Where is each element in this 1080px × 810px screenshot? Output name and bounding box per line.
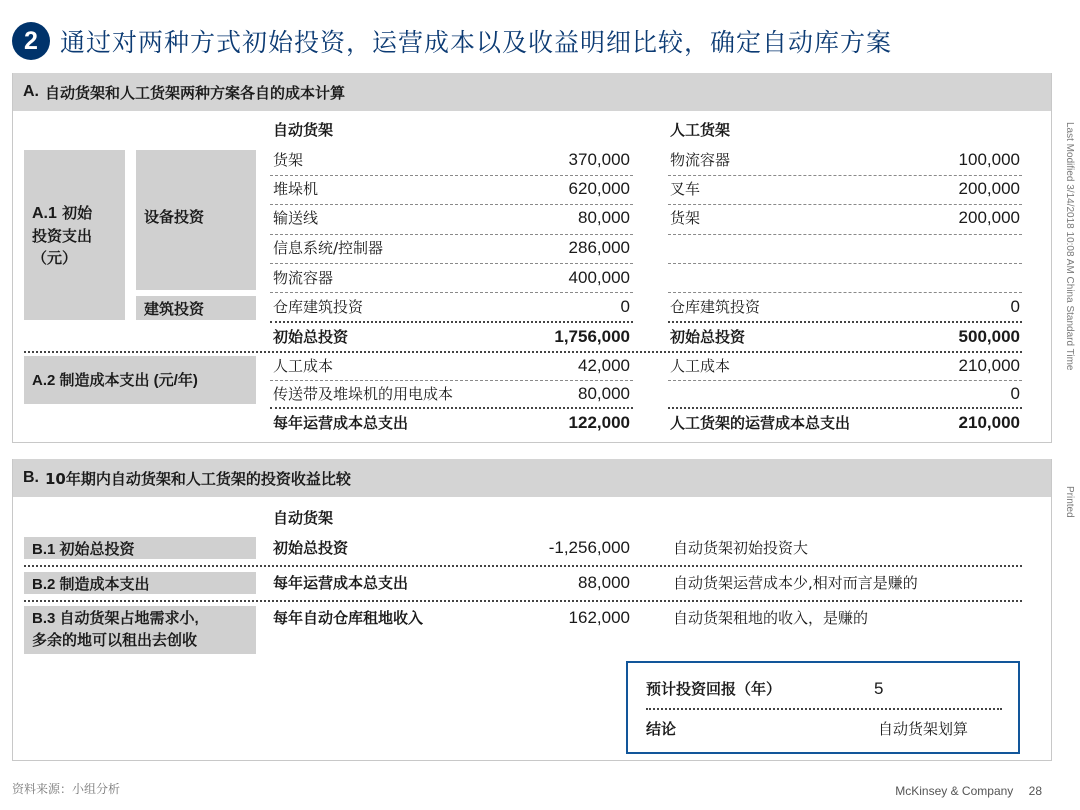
- printed-note: Printed: [1064, 486, 1075, 518]
- b1-item: 初始总投资: [273, 539, 349, 557]
- auto-ops-name: 人工成本: [273, 357, 334, 375]
- building-investment-label: 建筑投资: [144, 300, 205, 318]
- manual-ops-value: 0: [1010, 384, 1020, 403]
- result-box: [626, 661, 1020, 754]
- manual-item-name: 货架: [670, 209, 701, 227]
- a1-label-text3: （元）: [32, 249, 78, 267]
- manual-item-name: 叉车: [670, 180, 701, 198]
- a1-label-code: A.1: [32, 205, 57, 222]
- manual-item-value: 100,000: [958, 150, 1020, 169]
- page-title-row: [12, 22, 892, 60]
- manual-ops-name: 人工成本: [670, 357, 731, 375]
- col-header-auto: 自动货架: [273, 121, 334, 139]
- conclusion-label: 结论: [646, 720, 677, 738]
- row-divider: [668, 234, 1022, 235]
- a1-label-text2: 投资支出: [32, 227, 93, 245]
- row-divider: [668, 292, 1022, 293]
- manual-total-label: 初始总投资: [670, 328, 746, 346]
- row-divider: [24, 565, 1022, 567]
- equip-investment-label: 设备投资: [144, 208, 205, 226]
- auto-ops-value: 80,000: [578, 384, 630, 403]
- b3-value: 162,000: [568, 608, 630, 627]
- section-b-header: [13, 459, 1051, 497]
- row-divider: [668, 175, 1022, 176]
- auto-ops-value: 42,000: [578, 356, 630, 375]
- b3-label-line2: 多余的地可以租出去创收: [32, 632, 198, 649]
- row-divider: [24, 600, 1022, 602]
- section-b-heading: 10年期内自动货架和人工货架的投资收益比较: [45, 469, 351, 488]
- payback-value: 5: [874, 679, 884, 698]
- b3-note: 自动货架租地的收入，是赚的: [673, 609, 869, 627]
- row-divider: [270, 234, 633, 235]
- row-divider: [270, 175, 633, 176]
- conclusion-value: 自动货架划算: [878, 720, 969, 738]
- b2-item: 每年运营成本总支出: [273, 574, 409, 592]
- a1-label-box: [24, 150, 125, 320]
- building-investment-box: [136, 296, 256, 320]
- row-divider: [270, 263, 633, 264]
- manual-item-value: 200,000: [958, 208, 1020, 227]
- auto-item-name: 物流容器: [273, 269, 334, 287]
- auto-item-name: 仓库建筑投资: [273, 298, 364, 316]
- auto-total-label: 初始总投资: [273, 328, 349, 346]
- auto-item-value: 620,000: [568, 179, 630, 198]
- auto-item-value: 0: [620, 297, 630, 316]
- manual-ops-total-label: 人工货架的运营成本总支出: [670, 414, 851, 432]
- a1-label-text1: 初始: [62, 204, 93, 222]
- auto-item-name: 堆垛机: [273, 180, 319, 198]
- b2-label: B.2 制造成本支出: [32, 576, 150, 593]
- auto-ops-total-value: 122,000: [568, 413, 630, 432]
- section-a-letter: A.: [23, 83, 39, 100]
- page-title: 通过对两种方式初始投资，运营成本以及收益明细比较，确定自动库方案: [60, 28, 893, 57]
- b2-note: 自动货架运营成本少,相对而言是赚的: [673, 574, 918, 592]
- auto-ops-name: 传送带及堆垛机的用电成本: [273, 385, 454, 403]
- row-divider: [668, 380, 1022, 381]
- payback-label: 预计投资回报（年）: [646, 680, 782, 698]
- footer-company: [895, 784, 1042, 798]
- row-divider: [668, 263, 1022, 264]
- last-modified-note: Last Modified 3/14/2018 10:08 AM China Standard Time: [1064, 122, 1075, 371]
- manual-item-name: 物流容器: [670, 151, 731, 169]
- b3-label-line1: B.3 自动货架占地需求小,: [32, 610, 199, 627]
- manual-item-name: 仓库建筑投资: [670, 298, 761, 316]
- row-divider: [270, 292, 633, 293]
- auto-ops-total-label: 每年运营成本总支出: [273, 414, 409, 432]
- b-col-header-auto: 自动货架: [273, 509, 334, 527]
- b1-value: -1,256,000: [548, 538, 630, 557]
- auto-item-name: 货架: [273, 151, 304, 169]
- manual-ops-total-value: 210,000: [958, 413, 1020, 432]
- section-a-header: [13, 73, 1051, 111]
- b2-value: 88,000: [578, 573, 630, 592]
- auto-item-value: 80,000: [578, 208, 630, 227]
- section-b-letter: B.: [23, 469, 39, 486]
- manual-item-value: 200,000: [958, 179, 1020, 198]
- b3-label-box: [24, 606, 256, 654]
- auto-item-value: 370,000: [568, 150, 630, 169]
- b2-label-box: [24, 572, 256, 594]
- row-divider: [270, 380, 633, 381]
- b1-label-box: [24, 537, 256, 559]
- auto-item-value: 400,000: [568, 268, 630, 287]
- page-number: 28: [1028, 784, 1042, 798]
- b1-label: B.1 初始总投资: [32, 541, 135, 558]
- col-header-manual: 人工货架: [670, 121, 731, 139]
- result-divider: [646, 708, 1002, 710]
- manual-item-value: 0: [1010, 297, 1020, 316]
- auto-item-name: 信息系统/控制器: [273, 239, 384, 257]
- company-name: McKinsey & Company: [895, 784, 1014, 798]
- section-a-heading: 自动货架和人工货架两种方案各自的成本计算: [45, 83, 346, 102]
- a2-label: A.2 制造成本支出 (元/年): [32, 372, 198, 389]
- manual-total-value: 500,000: [958, 327, 1020, 346]
- manual-ops-value: 210,000: [958, 356, 1020, 375]
- row-divider: [270, 204, 633, 205]
- b1-note: 自动货架初始投资大: [673, 539, 809, 557]
- section-number-badge: 2: [12, 22, 50, 60]
- source-note: 资料来源：小组分析: [12, 782, 121, 796]
- row-divider: [668, 204, 1022, 205]
- a2-label-box: [24, 356, 256, 404]
- b3-item: 每年自动仓库租地收入: [273, 609, 424, 627]
- auto-total-value: 1,756,000: [554, 327, 630, 346]
- auto-item-value: 286,000: [568, 238, 630, 257]
- equip-investment-box: [136, 150, 256, 290]
- auto-item-name: 输送线: [273, 209, 319, 227]
